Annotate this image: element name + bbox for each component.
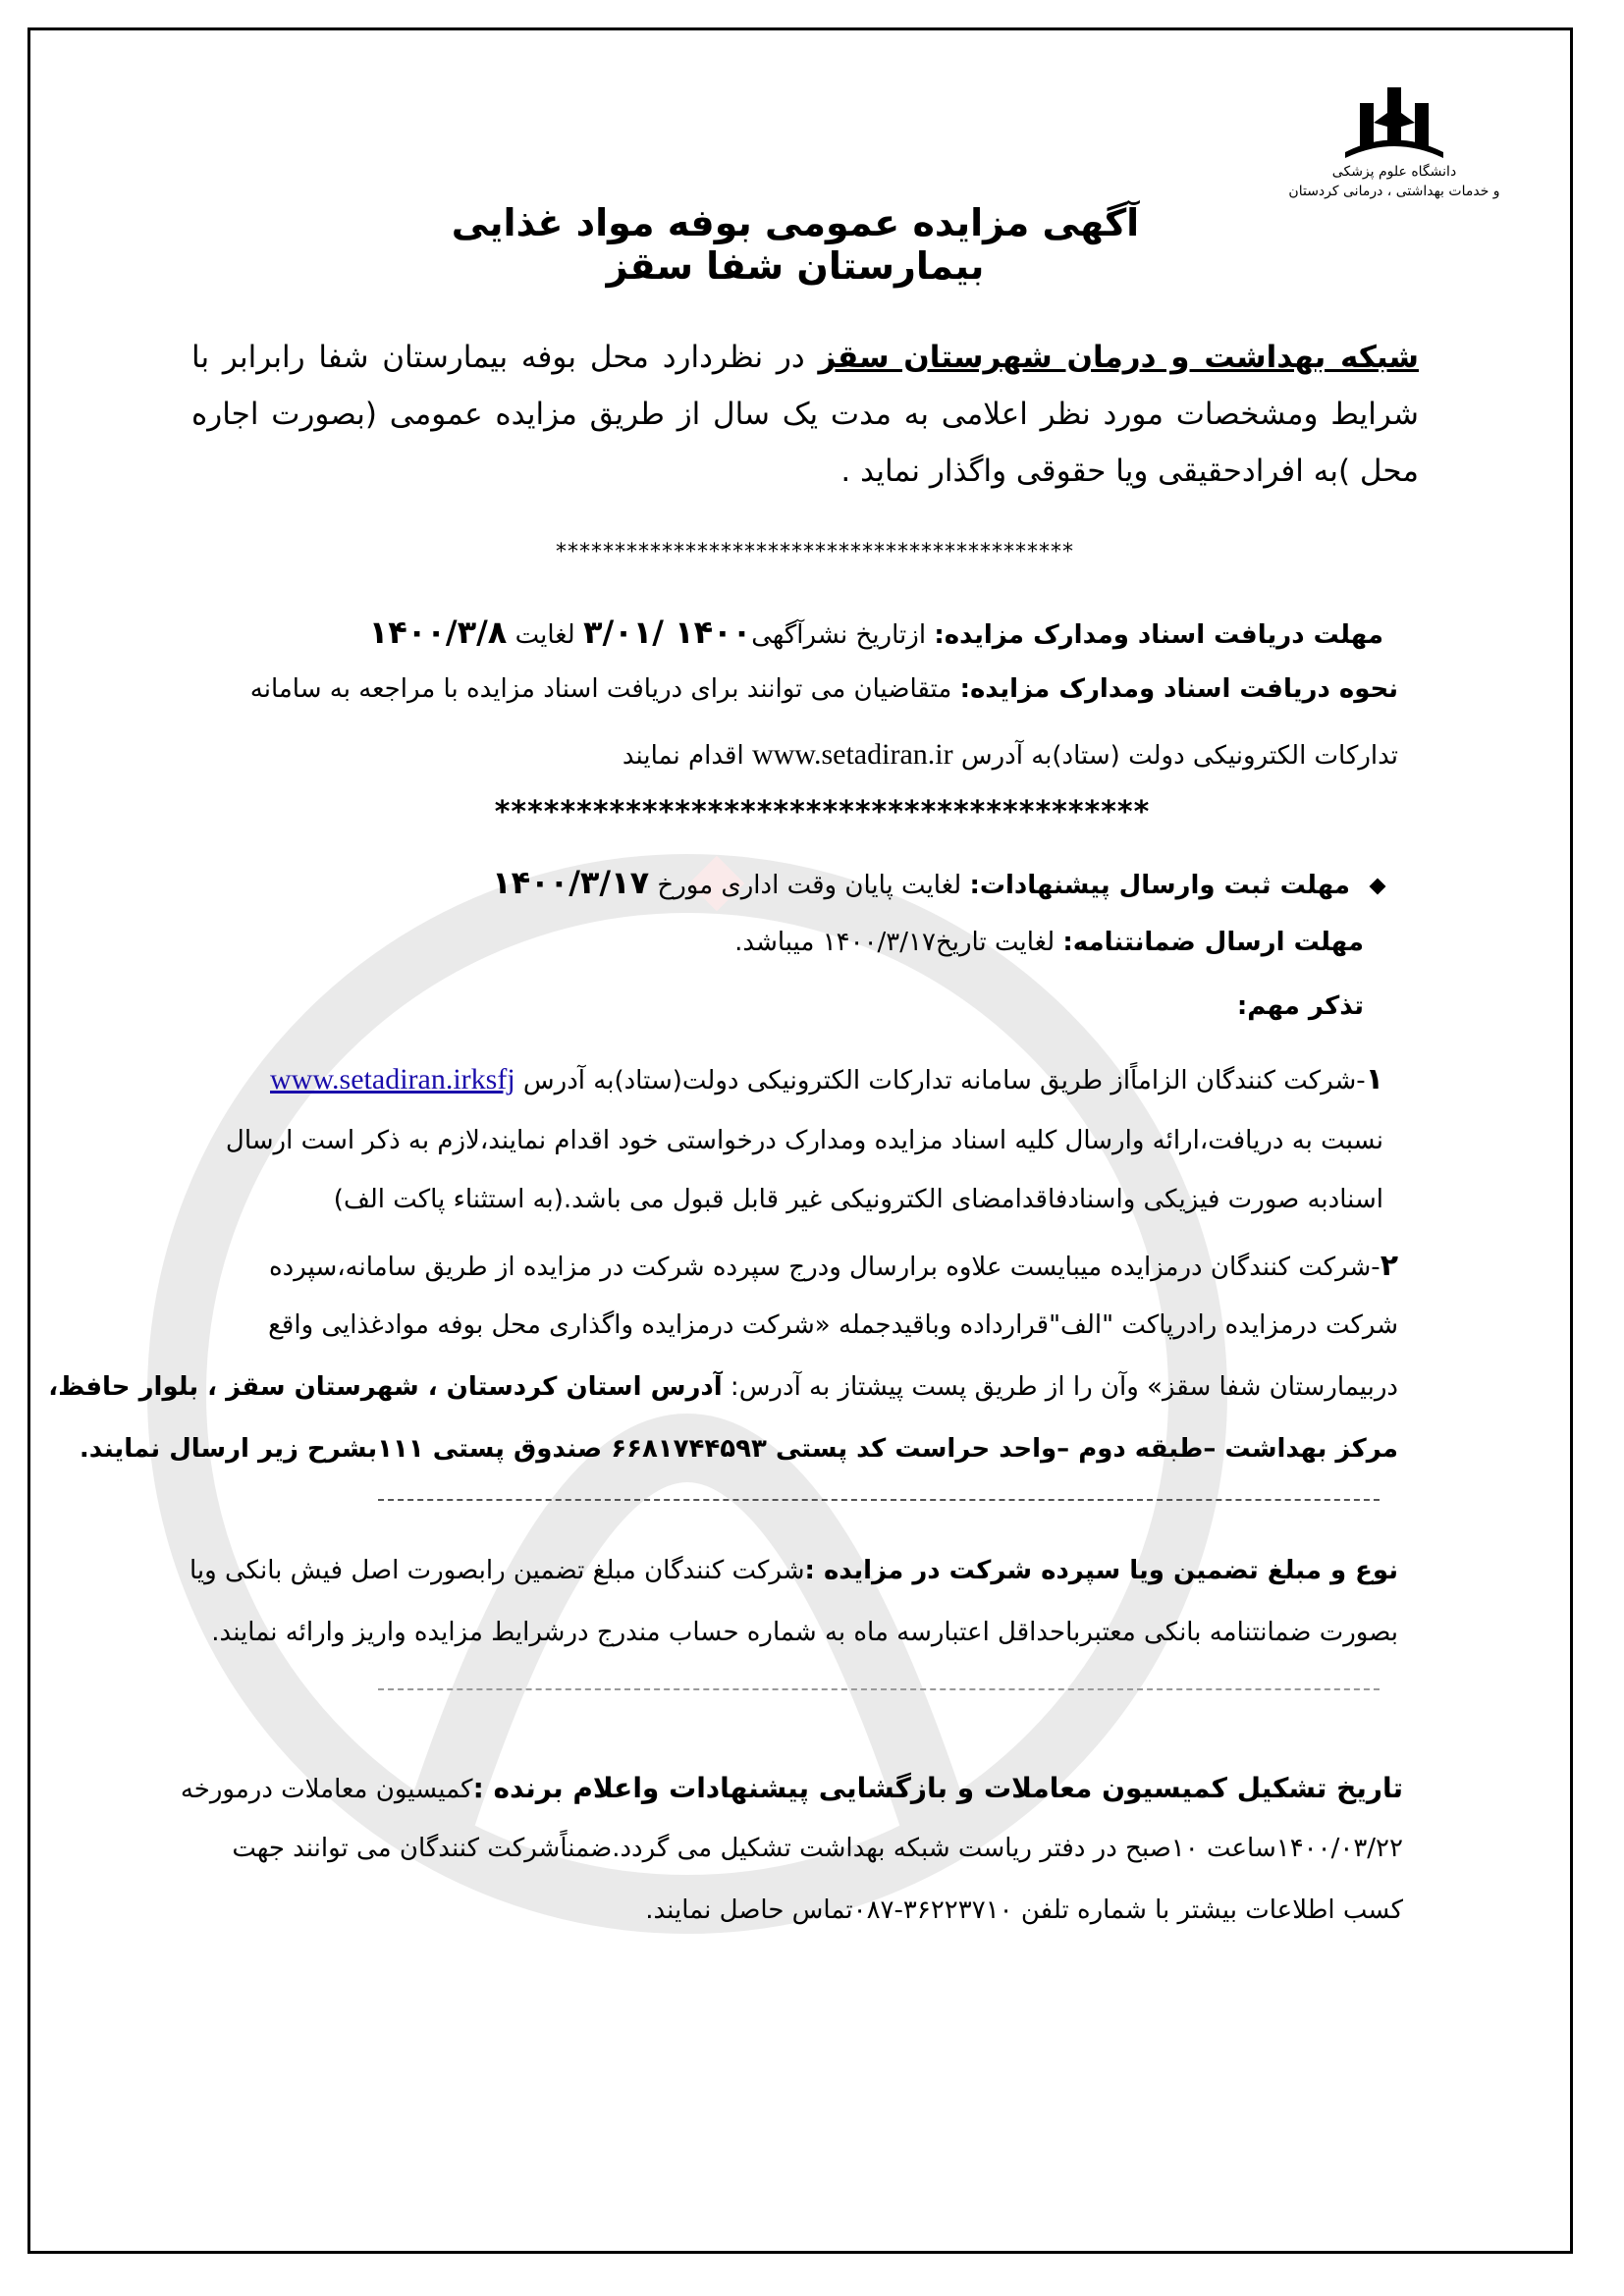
- note-item-2-line1: [269, 1249, 1398, 1283]
- intro-text: در نظردارد محل بوفه بیمارستان شفا رابرابر با شرایط ومشخصات مورد نظر اعلامی به مدت یک سال از طریق مزایده عمومی (بصورت اجاره محل )به افرادحقیقی ویا حقوقی واگذار نماید .: [191, 340, 1419, 489]
- deadline-docs-text: ازتاریخ نشرآگهی: [751, 620, 935, 650]
- note-item-2-line3: [48, 1372, 1398, 1402]
- separator-stars-long: ****************************************: [494, 795, 1151, 829]
- dashed-divider-2: [378, 1688, 1380, 1690]
- note-item-1-text: -شرکت کنندگان الزاماًاز طریق سامانه تدارکات الکترونیکی دولت(ستاد)به آدرس: [514, 1066, 1366, 1095]
- university-name-line2: و خدمات بهداشتی ، درمانی کردستان: [1288, 184, 1500, 199]
- submission-date: ۱۴۰۰/۳/۱۷: [492, 864, 650, 901]
- organization-name: شبکه بهداشت و درمان شهرستان سقز: [818, 340, 1419, 375]
- deadline-docs-label: مهلت دریافت اسناد ومدارک مزایده:: [934, 620, 1383, 650]
- commission-line2: ۱۴۰۰/۰۳/۲۲ساعت ۱۰صبح در دفتر ریاست شبکه بهداشت تشکیل می گردد.ضمناًشرکت کنندگان می توانند جهت: [232, 1834, 1403, 1863]
- note-item-1-line2: نسبت به دریافت،ارائه وارسال کلیه اسناد مزایده ومدارک درخواستی خود اقدام نمایند،لازم به ذکر است ارسال: [225, 1126, 1383, 1155]
- note-item-2-text3a: دربیمارستان شفا سقز» وآن را از طریق پست پیشتاز به آدرس:: [722, 1372, 1398, 1402]
- guarantee-type-line1: [189, 1556, 1398, 1585]
- university-emblem-icon: [1340, 83, 1448, 162]
- commission-line3: کسب اطلاعات بیشتر با شماره تلفن ۳۶۲۲۳۷۱۰-۰۸۷تماس حاصل نمایند.: [645, 1896, 1403, 1925]
- deadline-docs-date-to: ۱۴۰۰/۳/۸: [368, 614, 508, 651]
- how-to-receive-label: نحوه دریافت اسناد ومدارک مزایده:: [959, 674, 1398, 704]
- note-item-2-line4: مرکز بهداشت –طبقه دوم –واحد حراست کد پستی ۶۶۸۱۷۴۴۵۹۳ صندوق پستی ۱۱۱بشرح زیر ارسال نمایند.: [79, 1434, 1398, 1464]
- page-title: آگهی مزایده عمومی بوفه مواد غذایی بیمارستان شفا سقز: [451, 201, 1140, 288]
- deadline-docs-date-from: ۱۴۰۰ /۳/۰۱: [583, 614, 752, 651]
- how-to-receive: [250, 674, 1398, 704]
- note-item-1-number: ۱: [1365, 1062, 1383, 1096]
- deadline-docs-until: لغایت: [507, 620, 583, 650]
- submission-label: مهلت ثبت وارسال پیشنهادات:: [969, 871, 1350, 900]
- commission-label: تاریخ تشکیل کمیسیون معاملات و بازگشایی پیشنهادات واعلام برنده :: [472, 1772, 1403, 1804]
- commission-text1: کمیسیون معاملات درمورخه: [180, 1775, 473, 1804]
- note-item-1-line3: اسنادبه صورت فیزیکی واسنادفاقدامضای الکترونیکی غیر قابل قبول می باشد.(به استثناء پاکت الف): [333, 1185, 1383, 1214]
- university-logo: [1276, 83, 1512, 201]
- how-to-receive-text1: متقاضیان می توانند برای دریافت اسناد مزایده با مراجعه به سامانه: [249, 674, 960, 704]
- setad-url[interactable]: www.setadiran.ir: [751, 738, 953, 771]
- bullet-icon: [1370, 878, 1386, 894]
- postal-address: آدرس استان کردستان ، شهرستان سقز ، بلوار حافظ،: [48, 1372, 723, 1402]
- important-note-label: تذکر مهم:: [1236, 991, 1364, 1021]
- guarantee-type-text1: شرکت کنندگان مبلغ تضمین رابصورت اصل فیش بانکی ویا: [189, 1556, 805, 1585]
- submission-text: لغایت پایان وقت اداری مورخ: [649, 871, 970, 900]
- separator-stars: ********************************************: [556, 540, 1074, 564]
- guarantee-deadline-text: لغایت تاریخ۱۴۰۰/۳/۱۷ میباشد.: [734, 928, 1063, 957]
- guarantee-deadline: [734, 928, 1364, 957]
- how-to-receive-text2: تدارکات الکترونیکی دولت (ستاد)به آدرس: [960, 741, 1398, 771]
- intro-paragraph: [191, 329, 1419, 500]
- guarantee-type-line2: بصورت ضمانتنامه بانکی معتبرباحداقل اعتبارسه ماه به شماره حساب مندرج درشرایط مزایده واریز وارائه نمایند.: [211, 1618, 1398, 1647]
- note-item-2-line2: شرکت درمزایده رادرپاکت "الف"قرارداده وباقیدجمله «شرکت درمزایده واگذاری محل بوفه موادغذایی واقع: [268, 1310, 1398, 1340]
- dashed-divider: [378, 1499, 1380, 1501]
- how-to-receive-line2: [623, 738, 1398, 772]
- note-item-2-number: ۲: [1380, 1249, 1398, 1283]
- guarantee-deadline-label: مهلت ارسال ضمانتنامه:: [1062, 928, 1364, 957]
- note-item-1-line1: [270, 1062, 1383, 1096]
- deadline-docs: [369, 614, 1383, 651]
- submission-deadline: [492, 864, 1383, 901]
- university-name-line1: دانشگاه علوم پزشکی: [1331, 164, 1457, 180]
- guarantee-type-label: نوع و مبلغ تضمین ویا سپرده شرکت در مزایده :: [804, 1556, 1398, 1585]
- setad-link[interactable]: www.setadiran.irksfj: [270, 1063, 515, 1095]
- note-item-2-text: -شرکت کنندگان درمزایده میبایست علاوه برارسال ودرج سپرده شرکت در مزایده از طریق سامانه،سپرده: [269, 1253, 1380, 1282]
- how-to-receive-text3: اقدام نمایند: [622, 741, 752, 771]
- commission-line1: [181, 1772, 1403, 1804]
